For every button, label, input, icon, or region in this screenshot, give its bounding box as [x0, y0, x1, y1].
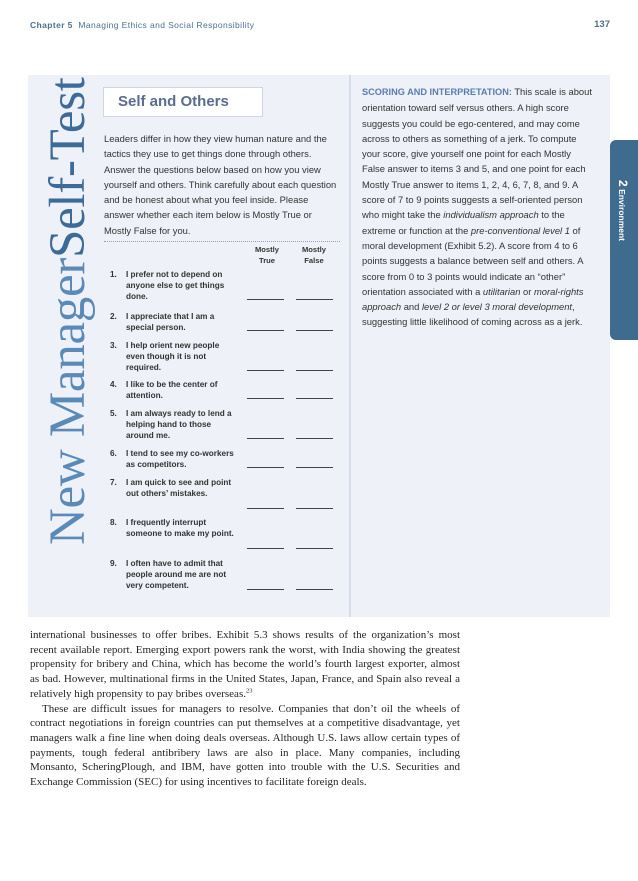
answer-blank-false[interactable]	[296, 467, 333, 468]
question-number: 7.	[110, 478, 117, 487]
scoring-emphasis: level 2 or level 3 moral development	[421, 301, 573, 313]
new-manager-self-test-title	[40, 77, 96, 545]
body-paragraph-text: international businesses to offer bribes. Exhibit 5.3 shows results of the organization’s most recent available report. Emerging export powers rank the worst, with India showing the greatest propensity for bribery and China, which has become the world’s fourth largest exporter, almost as bad. However, multinational firms in the United States, Japan, France, and Spain also reveal a relatively high propensity to pay bribes overseas.	[30, 629, 460, 700]
question-text: I tend to see my co-workers as competitors.	[126, 449, 234, 470]
answer-blank-false[interactable]	[296, 589, 333, 590]
questionnaire-rule	[104, 241, 340, 242]
scoring-text: and	[401, 301, 422, 313]
scoring-text: This scale is about orientation toward self versus others. A high score suggests you could be ego-centered, and may come across to others as something of a jerk. To compute your score, give yourself one point for each Mostly False answer to items 3 and 5, and one point for each Mostly True answer to items 1, 2, 4, 6, 7, 8, and 9. A score of 7 to 9 points suggests a self-oriented person who might take the	[362, 86, 592, 221]
self-test-intro: Leaders differ in how they view human nature and the tactics they use to get things done through others. Answer the questions below based on how you view yourself and others. Think carefully about each question and be honest about what you feel inside. Please answer whether each item below is Mostly True or Mostly False for you.	[104, 133, 337, 236]
question-number: 8.	[110, 518, 117, 527]
question-text: I like to be the center of attention.	[126, 380, 218, 401]
title-word-self-test: Self-Test	[40, 77, 96, 258]
answer-blank-false[interactable]	[296, 508, 333, 509]
footnote-ref: 23	[245, 687, 253, 695]
question-number: 6.	[110, 449, 117, 458]
title-word-manager: Manager	[40, 258, 96, 438]
self-test-banner	[103, 87, 263, 117]
answer-blank-true[interactable]	[247, 330, 284, 331]
scoring-text: or	[520, 285, 534, 297]
scoring-emphasis: pre-conventional level 1	[470, 224, 570, 236]
answer-blank-true[interactable]	[247, 398, 284, 399]
answer-blank-true[interactable]	[247, 589, 284, 590]
section-tab-label	[616, 180, 630, 241]
panel-divider	[349, 75, 351, 617]
title-word-new: New	[40, 449, 96, 545]
scoring-text: to the extreme or function at the	[362, 209, 565, 236]
scoring-interpretation	[362, 84, 596, 330]
scoring-text: of moral development (Exhibit 5.2). A score from 4 to 6 points suggests a balance between self and others. A score from 0 to 3 points would indicate an “other” orientation associated with a	[362, 224, 583, 297]
scoring-emphasis: utilitarian	[482, 285, 521, 297]
answer-blank-true[interactable]	[247, 508, 284, 509]
answer-blank-false[interactable]	[296, 370, 333, 371]
self-test-title: Self and Others	[118, 93, 229, 110]
page-number: 137	[594, 19, 610, 30]
chapter-label: Chapter 5	[30, 20, 73, 30]
body-text	[30, 628, 460, 790]
question-text: I am always ready to lend a helping hand to those around me.	[126, 409, 232, 441]
scoring-emphasis: moral-rights approach	[362, 285, 584, 313]
question-number: 2.	[110, 312, 117, 321]
section-name: Environment	[617, 189, 627, 242]
section-tab	[610, 140, 638, 340]
scoring-text: , suggesting little likelihood of coming across as a jerk.	[362, 301, 583, 328]
question-number: 9.	[110, 559, 117, 568]
question-text: I am quick to see and point out others’ mistakes.	[126, 478, 232, 499]
answer-blank-false[interactable]	[296, 438, 333, 439]
answer-blank-false[interactable]	[296, 330, 333, 331]
answer-blank-true[interactable]	[247, 467, 284, 468]
question-number: 4.	[110, 380, 117, 389]
answer-blank-true[interactable]	[247, 299, 284, 300]
body-paragraph	[30, 628, 460, 702]
question-text: I help orient new people even though it is not required.	[126, 341, 220, 373]
section-number: 2	[616, 180, 630, 187]
answer-blank-true[interactable]	[247, 370, 284, 371]
question-text: I prefer not to depend on anyone else to get things done.	[126, 270, 225, 302]
answer-blank-true[interactable]	[247, 438, 284, 439]
question-number: 5.	[110, 409, 117, 418]
scoring-heading: SCORING AND INTERPRETATION:	[362, 87, 512, 97]
question-text: I frequently interrupt someone to make my point.	[126, 518, 234, 539]
scoring-emphasis: individualism approach	[443, 209, 539, 221]
chapter-heading	[30, 20, 254, 30]
answer-blank-false[interactable]	[296, 548, 333, 549]
question-text: I appreciate that I am a special person.	[126, 312, 215, 333]
column-header-mostly-true: Mostly True	[254, 245, 280, 265]
question-number: 1.	[110, 270, 117, 279]
answer-blank-true[interactable]	[247, 548, 284, 549]
question-number: 3.	[110, 341, 117, 350]
body-paragraph: These are difficult issues for managers to resolve. Companies that don’t oil the wheels of contract negotiations in foreign countries can put themselves at a competitive disadvantage, yet managers walk a fine line when doing deals overseas. Although U.S. laws allow certain types of payments, tough federal antibribery laws are also in place. Many companies, including Monsanto, ScheringPlough, and IBM, have gotten into trouble with the U.S. Securities and Exchange Commission (SEC) for using incentives to facilitate foreign deals.	[30, 702, 460, 789]
answer-blank-false[interactable]	[296, 398, 333, 399]
running-header	[30, 20, 610, 38]
question-text: I often have to admit that people around me are not very competent.	[126, 559, 227, 591]
answer-blank-false[interactable]	[296, 299, 333, 300]
column-header-mostly-false: Mostly False	[301, 245, 327, 265]
chapter-title: Managing Ethics and Social Responsibility	[78, 20, 255, 30]
